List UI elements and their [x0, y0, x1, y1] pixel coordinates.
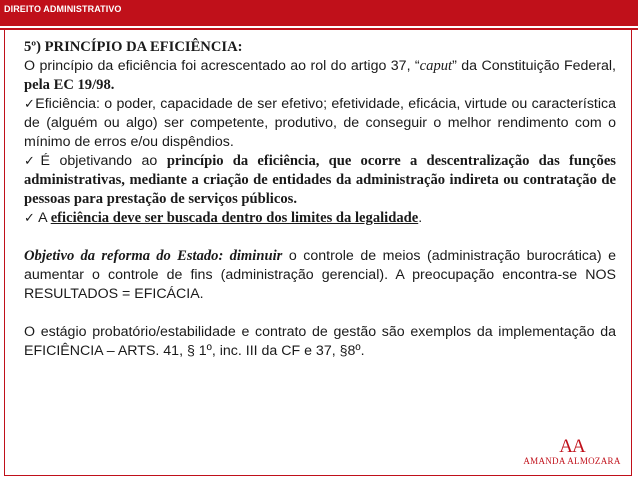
check-icon: ✓	[24, 97, 36, 112]
spacer	[24, 228, 616, 247]
estagio-paragraph	[24, 323, 616, 361]
intro-text-b: ” da Constituição Federal,	[452, 58, 616, 74]
logo-name: AMANDA ALMOZARA	[523, 456, 621, 466]
intro-text-a: O princípio da eficiência foi acrescentado ao rol do artigo 37, “	[24, 58, 420, 74]
bullet-descentralizacao	[24, 152, 616, 209]
bullet-3-end: .	[418, 210, 423, 226]
spacer	[24, 304, 616, 323]
ec-reference: pela EC 19/98.	[24, 77, 115, 93]
reforma-italic: Objetivo da reforma do Estado: diminuir	[24, 248, 283, 264]
caput-term: caput	[419, 58, 453, 74]
intro-paragraph	[24, 57, 616, 95]
header-bar	[0, 0, 638, 26]
bullet-3-text-a: A	[38, 210, 51, 226]
reforma-paragraph	[24, 247, 616, 304]
slide-content	[24, 38, 616, 361]
check-icon: ✓	[24, 154, 41, 169]
bullet-1-text: Eficiência: o poder, capacidade de ser efetivo; efetividade, eficácia, virtude ou característica de (alguém ou algo) ser competente, produtivo, de conseguir o melhor rendimento com o mínimo de erros e/ou dispêndios.	[24, 96, 616, 150]
bullet-3-bold: eficiência deve ser buscada dentro dos limites da legalidade	[50, 210, 419, 226]
reforma-text: o controle de meios (administração burocrática) e aumentar o controle de fins (administração gerencial). A preocupação encontra-se NOS RESULTADOS = EFICÁCIA.	[24, 248, 616, 302]
bullet-2-bold: princípio da eficiência, que ocorre a descentralização das funções administrativas, mediante a criação de entidades da administração indireta ou contratação de pessoas para prestação de serviços públicos.	[24, 153, 616, 207]
brand-logo	[520, 438, 624, 467]
estagio-text: O estágio probatório/estabilidade e contrato de gestão são exemplos da implementação da EFICIÊNCIA – ARTS. 41, § 1º, inc. III da CF e 37, §8º.	[24, 324, 616, 359]
bullet-2-text-a: É objetivando ao	[40, 153, 167, 169]
check-icon: ✓	[24, 211, 35, 226]
bullet-eficiencia-definition	[24, 95, 616, 152]
logo-mark: AA	[559, 436, 585, 457]
header-title: DIREITO ADMINISTRATIVO	[4, 4, 122, 14]
section-heading	[24, 38, 616, 57]
heading-text: 5º) PRINCÍPIO DA EFICIÊNCIA:	[24, 39, 243, 55]
bullet-legalidade	[24, 209, 616, 228]
